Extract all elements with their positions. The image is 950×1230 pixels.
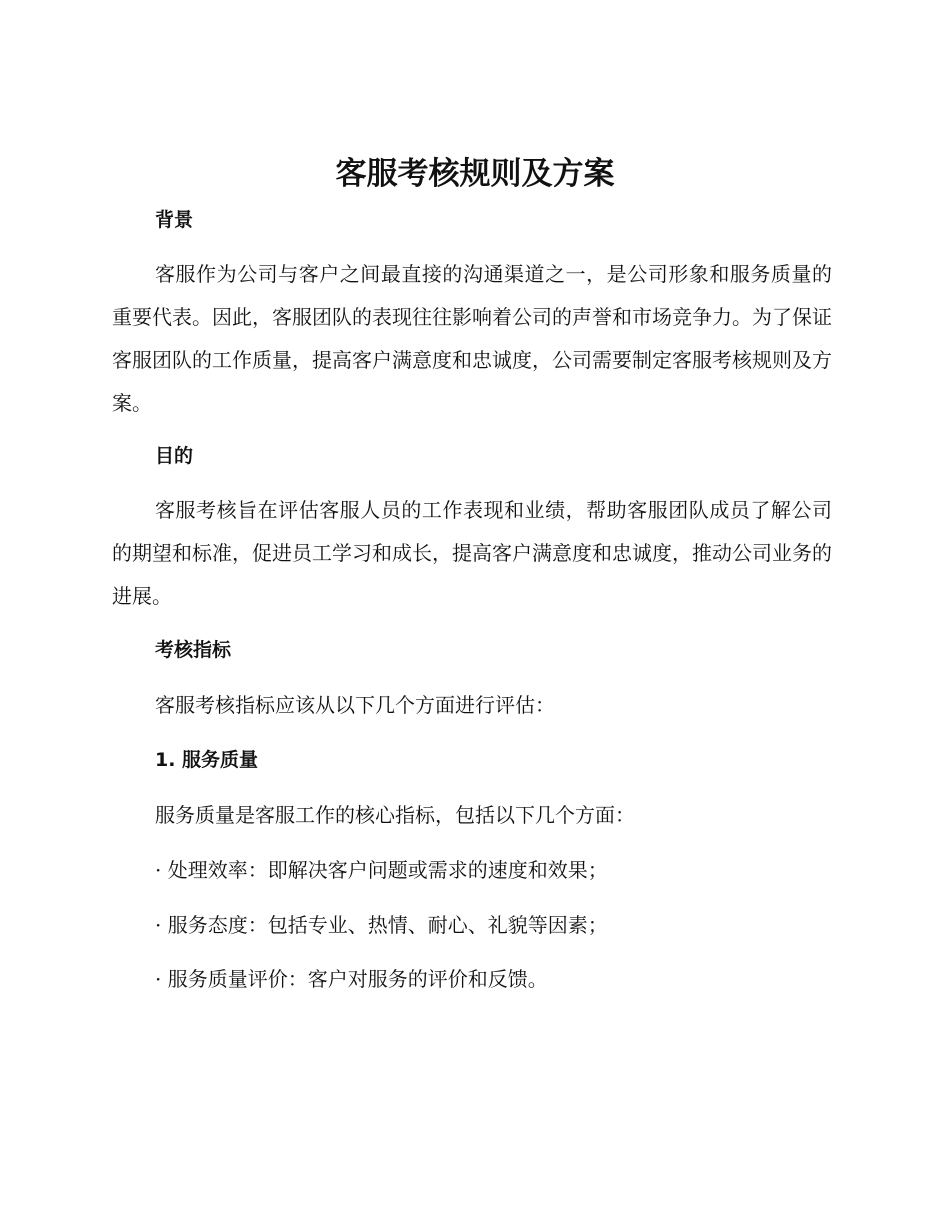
document-title: 客服考核规则及方案 (335, 156, 615, 192)
list-item: · 处理效率：即解决客户问题或需求的速度和效果； (155, 858, 608, 882)
section-heading-purpose: 目的 (155, 445, 194, 467)
indicators-intro: 客服考核指标应该从以下几个方面进行评估： (155, 693, 555, 717)
paragraph-background: 客服作为公司与客户之间最直接的沟通渠道之一，是公司形象和服务质量的重要代表。因此，客服团队的表现往往影响着公司的声誉和市场竞争力。为了保证客服团队的工作质量，提高客户满意度和忠诚度，公司需要制定客服考核规则及方案。 (112, 262, 832, 415)
section-heading-indicators: 考核指标 (155, 639, 232, 661)
paragraph-purpose: 客服考核旨在评估客服人员的工作表现和业绩，帮助客服团队成员了解公司的期望和标准，促进员工学习和成长，提高客户满意度和忠诚度，推动公司业务的进展。 (112, 498, 832, 608)
list-item: · 服务态度：包括专业、热情、耐心、礼貌等因素； (155, 913, 608, 937)
service-quality-intro: 服务质量是客服工作的核心指标，包括以下几个方面： (155, 803, 635, 827)
list-item: · 服务质量评价：客户对服务的评价和反馈。 (155, 967, 548, 991)
subsection-heading-service-quality: 1. 服务质量 (155, 749, 259, 771)
section-heading-background: 背景 (155, 209, 194, 231)
